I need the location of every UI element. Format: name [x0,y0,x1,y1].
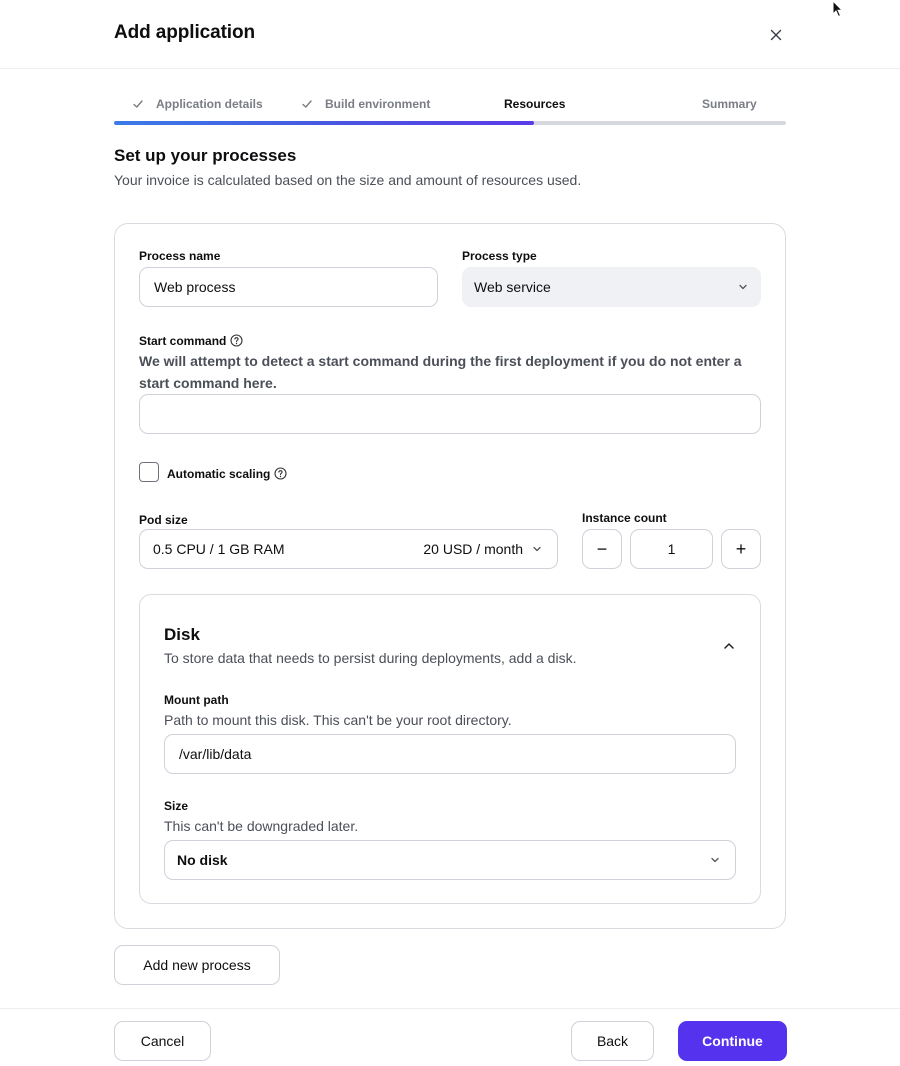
step-label: Resources [504,97,566,111]
mouse-cursor-icon [831,0,845,18]
start-command-label-text: Start command [139,334,227,348]
chevron-down-icon [737,281,749,293]
step-label: Summary [702,97,757,111]
process-name-input[interactable] [139,267,438,307]
step-label: Application details [156,97,263,111]
add-new-process-button[interactable]: Add new process [114,945,280,985]
chevron-down-icon [531,543,543,555]
step-build-environment[interactable] [301,95,430,113]
process-name-value: Web process [154,279,236,295]
dialog-header [0,0,900,69]
instance-count-label: Instance count [582,511,667,525]
pod-size-value: 0.5 CPU / 1 GB RAM [153,541,285,557]
check-icon [132,98,144,110]
process-type-value: Web service [474,279,551,295]
decrement-instance-button[interactable] [582,529,622,569]
section-title: Set up your processes [114,146,297,165]
footer-divider [0,1008,900,1009]
minus-icon: − [596,538,608,559]
step-application-details[interactable] [132,95,263,113]
automatic-scaling-checkbox[interactable] [139,462,159,482]
pod-size-label: Pod size [139,513,188,527]
check-icon [301,98,313,110]
continue-button[interactable]: Continue [678,1021,787,1061]
disk-size-value: No disk [177,852,228,868]
mount-path-input[interactable] [164,734,736,774]
start-command-input[interactable] [139,394,761,434]
mount-path-help: Path to mount this disk. This can't be your root directory. [164,712,512,728]
chevron-up-icon[interactable] [720,637,738,655]
pod-size-select[interactable] [139,529,558,569]
disk-title: Disk [164,625,200,644]
close-icon [766,25,786,45]
instance-count-input[interactable] [630,529,713,569]
start-command-help-line2: start command here. [139,375,277,391]
process-card [114,223,786,929]
start-command-help-line1: We will attempt to detect a start command during the first deployment if you do not enter a [139,353,742,369]
section-subtitle: Your invoice is calculated based on the size and amount of resources used. [114,172,582,188]
disk-size-label: Size [164,799,189,813]
disk-size-help: This can't be downgraded later. [164,818,359,834]
process-type-label: Process type [462,249,537,263]
disk-subtitle: To store data that needs to persist during deployments, add a disk. [164,650,577,666]
step-label: Build environment [325,97,431,111]
disk-size-select[interactable] [164,840,736,880]
mount-path-label: Mount path [164,693,229,707]
step-progress-fill [114,121,534,125]
automatic-scaling-label [167,467,287,481]
step-progress-track [114,121,786,125]
step-summary[interactable] [702,95,757,113]
dialog-title: Add application [114,22,256,43]
step-resources[interactable] [504,95,565,113]
cancel-button[interactable]: Cancel [114,1021,211,1061]
pod-size-price: 20 USD / month [423,541,523,557]
disk-section [139,594,761,904]
chevron-down-icon [709,854,721,866]
process-name-label: Process name [139,249,221,263]
back-button[interactable]: Back [571,1021,654,1061]
help-icon[interactable] [230,334,243,347]
stepper [114,95,786,127]
close-button[interactable] [766,25,786,45]
instance-count-value: 1 [667,541,676,557]
plus-icon: + [735,538,747,559]
help-icon[interactable] [274,467,287,480]
increment-instance-button[interactable] [721,529,761,569]
start-command-label [139,334,243,348]
mount-path-value: /var/lib/data [179,746,252,762]
process-type-select[interactable] [462,267,761,307]
automatic-scaling-label-text: Automatic scaling [167,467,271,481]
